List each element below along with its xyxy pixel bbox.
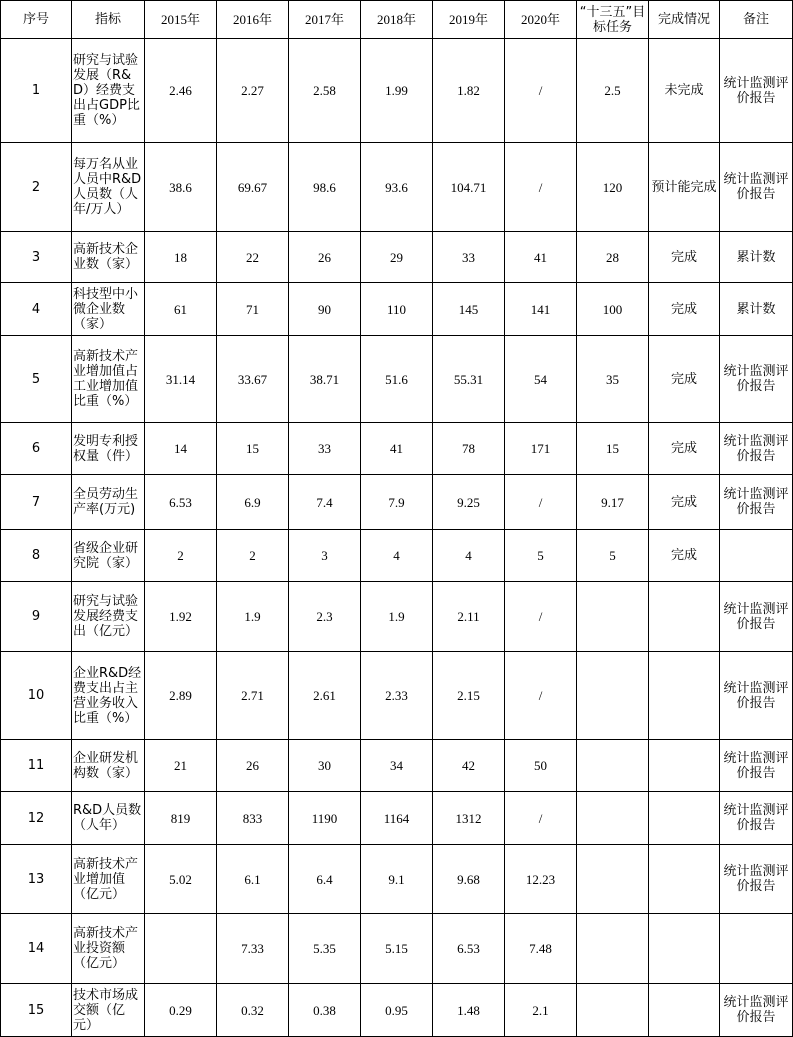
cell-2018: 93.6 xyxy=(361,143,433,232)
cell-2017: 1190 xyxy=(289,792,361,845)
cell-2016: 2 xyxy=(217,530,289,582)
cell-indicator: 技术市场成交额（亿元） xyxy=(72,984,145,1037)
cell-2019: 104.71 xyxy=(433,143,505,232)
cell-2017: 7.4 xyxy=(289,475,361,530)
cell-target: 2.5 xyxy=(577,39,649,143)
header-2016: 2016年 xyxy=(217,1,289,39)
cell-note: 统计监测评价报告 xyxy=(720,652,793,740)
table-row xyxy=(1,475,793,530)
cell-2020: 5 xyxy=(505,530,577,582)
header-2020: 2020年 xyxy=(505,1,577,39)
cell-2020: 7.48 xyxy=(505,914,577,984)
cell-no: 12 xyxy=(1,792,72,845)
cell-2017: 3 xyxy=(289,530,361,582)
cell-2018: 41 xyxy=(361,423,433,475)
table-row xyxy=(1,792,793,845)
cell-status: 完成 xyxy=(649,530,720,582)
cell-2015: 2.46 xyxy=(145,39,217,143)
cell-no: 10 xyxy=(1,652,72,740)
cell-2017: 30 xyxy=(289,740,361,792)
cell-2017: 5.35 xyxy=(289,914,361,984)
cell-2018: 1.9 xyxy=(361,582,433,652)
table-row xyxy=(1,984,793,1037)
cell-status: 完成 xyxy=(649,283,720,336)
cell-no: 6 xyxy=(1,423,72,475)
cell-2018: 1164 xyxy=(361,792,433,845)
cell-target: 100 xyxy=(577,283,649,336)
cell-2015 xyxy=(145,914,217,984)
header-target: “十三五”目标任务 xyxy=(577,1,649,39)
header-note: 备注 xyxy=(720,1,793,39)
cell-no: 1 xyxy=(1,39,72,143)
table-row xyxy=(1,845,793,914)
cell-2015: 2.89 xyxy=(145,652,217,740)
cell-target xyxy=(577,914,649,984)
cell-note: 统计监测评价报告 xyxy=(720,39,793,143)
cell-2019: 1.48 xyxy=(433,984,505,1037)
cell-status: 完成 xyxy=(649,336,720,423)
cell-indicator: 高新技术产业增加值占工业增加值比重（%） xyxy=(72,336,145,423)
cell-no: 2 xyxy=(1,143,72,232)
cell-2018: 4 xyxy=(361,530,433,582)
cell-note: 统计监测评价报告 xyxy=(720,984,793,1037)
cell-2019: 42 xyxy=(433,740,505,792)
cell-target xyxy=(577,652,649,740)
cell-indicator: R&D人员数（人年） xyxy=(72,792,145,845)
header-2019: 2019年 xyxy=(433,1,505,39)
cell-no: 9 xyxy=(1,582,72,652)
cell-no: 3 xyxy=(1,232,72,283)
cell-2019: 1.82 xyxy=(433,39,505,143)
cell-status: 完成 xyxy=(649,232,720,283)
cell-2018: 2.33 xyxy=(361,652,433,740)
cell-2017: 2.61 xyxy=(289,652,361,740)
table-row xyxy=(1,336,793,423)
table-row xyxy=(1,143,793,232)
cell-status xyxy=(649,984,720,1037)
header-indicator: 指标 xyxy=(72,1,145,39)
cell-2019: 2.15 xyxy=(433,652,505,740)
cell-target: 5 xyxy=(577,530,649,582)
cell-2017: 6.4 xyxy=(289,845,361,914)
table-body xyxy=(1,39,793,1037)
cell-2018: 51.6 xyxy=(361,336,433,423)
cell-target: 35 xyxy=(577,336,649,423)
cell-target xyxy=(577,582,649,652)
table-row xyxy=(1,283,793,336)
cell-2018: 0.95 xyxy=(361,984,433,1037)
table-header-row xyxy=(1,1,793,39)
cell-no: 14 xyxy=(1,914,72,984)
cell-2018: 9.1 xyxy=(361,845,433,914)
cell-2016: 1.9 xyxy=(217,582,289,652)
cell-2018: 7.9 xyxy=(361,475,433,530)
cell-status: 完成 xyxy=(649,423,720,475)
cell-indicator: 高新技术企业数（家） xyxy=(72,232,145,283)
header-status: 完成情况 xyxy=(649,1,720,39)
cell-indicator: 高新技术产业投资额（亿元） xyxy=(72,914,145,984)
cell-status: 完成 xyxy=(649,475,720,530)
cell-2019: 1312 xyxy=(433,792,505,845)
cell-2017: 26 xyxy=(289,232,361,283)
cell-2015: 38.6 xyxy=(145,143,217,232)
cell-2017: 2.58 xyxy=(289,39,361,143)
cell-2015: 31.14 xyxy=(145,336,217,423)
cell-2018: 29 xyxy=(361,232,433,283)
cell-2017: 0.38 xyxy=(289,984,361,1037)
cell-2019: 2.11 xyxy=(433,582,505,652)
cell-2015: 2 xyxy=(145,530,217,582)
cell-2020: / xyxy=(505,475,577,530)
cell-no: 11 xyxy=(1,740,72,792)
cell-2016: 15 xyxy=(217,423,289,475)
cell-2017: 33 xyxy=(289,423,361,475)
cell-note xyxy=(720,530,793,582)
cell-2016: 2.27 xyxy=(217,39,289,143)
cell-2020: / xyxy=(505,792,577,845)
cell-2019: 4 xyxy=(433,530,505,582)
table-row xyxy=(1,530,793,582)
cell-no: 13 xyxy=(1,845,72,914)
cell-2016: 7.33 xyxy=(217,914,289,984)
cell-status xyxy=(649,845,720,914)
cell-indicator: 每万名从业人员中R&D人员数（人年/万人） xyxy=(72,143,145,232)
cell-2015: 819 xyxy=(145,792,217,845)
cell-2016: 33.67 xyxy=(217,336,289,423)
cell-note: 累计数 xyxy=(720,283,793,336)
cell-2019: 6.53 xyxy=(433,914,505,984)
header-2017: 2017年 xyxy=(289,1,361,39)
cell-target xyxy=(577,845,649,914)
cell-2016: 26 xyxy=(217,740,289,792)
cell-2015: 1.92 xyxy=(145,582,217,652)
cell-no: 8 xyxy=(1,530,72,582)
cell-status xyxy=(649,582,720,652)
cell-2020: / xyxy=(505,39,577,143)
cell-2018: 5.15 xyxy=(361,914,433,984)
table-row xyxy=(1,423,793,475)
cell-target: 9.17 xyxy=(577,475,649,530)
cell-target: 15 xyxy=(577,423,649,475)
cell-note: 统计监测评价报告 xyxy=(720,143,793,232)
cell-2017: 2.3 xyxy=(289,582,361,652)
cell-2018: 110 xyxy=(361,283,433,336)
cell-note: 统计监测评价报告 xyxy=(720,845,793,914)
cell-indicator: 研究与试验发展（R&D）经费支出占GDP比重（%） xyxy=(72,39,145,143)
cell-status xyxy=(649,792,720,845)
cell-no: 7 xyxy=(1,475,72,530)
cell-2017: 98.6 xyxy=(289,143,361,232)
cell-2016: 6.9 xyxy=(217,475,289,530)
table-row xyxy=(1,740,793,792)
cell-2020: 141 xyxy=(505,283,577,336)
cell-2019: 78 xyxy=(433,423,505,475)
cell-2015: 61 xyxy=(145,283,217,336)
cell-target: 28 xyxy=(577,232,649,283)
cell-status: 预计能完成 xyxy=(649,143,720,232)
cell-note: 统计监测评价报告 xyxy=(720,740,793,792)
cell-note xyxy=(720,914,793,984)
cell-2016: 6.1 xyxy=(217,845,289,914)
cell-2020: / xyxy=(505,582,577,652)
table-row xyxy=(1,39,793,143)
cell-note: 统计监测评价报告 xyxy=(720,582,793,652)
cell-2015: 21 xyxy=(145,740,217,792)
cell-note: 统计监测评价报告 xyxy=(720,423,793,475)
cell-indicator: 科技型中小微企业数（家） xyxy=(72,283,145,336)
cell-2018: 1.99 xyxy=(361,39,433,143)
cell-status: 未完成 xyxy=(649,39,720,143)
cell-status xyxy=(649,740,720,792)
cell-2020: / xyxy=(505,143,577,232)
cell-2020: 41 xyxy=(505,232,577,283)
table-row xyxy=(1,652,793,740)
cell-2015: 5.02 xyxy=(145,845,217,914)
cell-indicator: 全员劳动生产率(万元) xyxy=(72,475,145,530)
cell-status xyxy=(649,914,720,984)
cell-2017: 38.71 xyxy=(289,336,361,423)
table-row xyxy=(1,582,793,652)
cell-2016: 22 xyxy=(217,232,289,283)
cell-2020: 12.23 xyxy=(505,845,577,914)
cell-2015: 14 xyxy=(145,423,217,475)
cell-2019: 33 xyxy=(433,232,505,283)
cell-2020: 2.1 xyxy=(505,984,577,1037)
header-2018: 2018年 xyxy=(361,1,433,39)
cell-2020: / xyxy=(505,652,577,740)
cell-2019: 145 xyxy=(433,283,505,336)
cell-2020: 50 xyxy=(505,740,577,792)
cell-indicator: 省级企业研究院（家） xyxy=(72,530,145,582)
cell-indicator: 高新技术产业增加值（亿元） xyxy=(72,845,145,914)
cell-2015: 0.29 xyxy=(145,984,217,1037)
cell-note: 统计监测评价报告 xyxy=(720,792,793,845)
cell-2016: 69.67 xyxy=(217,143,289,232)
cell-target xyxy=(577,984,649,1037)
cell-no: 5 xyxy=(1,336,72,423)
cell-target xyxy=(577,792,649,845)
header-2015: 2015年 xyxy=(145,1,217,39)
cell-2020: 54 xyxy=(505,336,577,423)
cell-no: 4 xyxy=(1,283,72,336)
cell-2019: 9.25 xyxy=(433,475,505,530)
table-row xyxy=(1,914,793,984)
cell-indicator: 研究与试验发展经费支出（亿元） xyxy=(72,582,145,652)
cell-note: 统计监测评价报告 xyxy=(720,336,793,423)
cell-2016: 833 xyxy=(217,792,289,845)
cell-target: 120 xyxy=(577,143,649,232)
cell-indicator: 发明专利授权量（件） xyxy=(72,423,145,475)
cell-2019: 55.31 xyxy=(433,336,505,423)
header-no: 序号 xyxy=(1,1,72,39)
cell-2016: 71 xyxy=(217,283,289,336)
cell-indicator: 企业R&D经费支出占主营业务收入比重（%） xyxy=(72,652,145,740)
cell-2019: 9.68 xyxy=(433,845,505,914)
cell-2016: 0.32 xyxy=(217,984,289,1037)
cell-target xyxy=(577,740,649,792)
cell-2015: 6.53 xyxy=(145,475,217,530)
cell-2020: 171 xyxy=(505,423,577,475)
table-row xyxy=(1,232,793,283)
cell-2017: 90 xyxy=(289,283,361,336)
cell-status xyxy=(649,652,720,740)
cell-2016: 2.71 xyxy=(217,652,289,740)
cell-2018: 34 xyxy=(361,740,433,792)
cell-no: 15 xyxy=(1,984,72,1037)
cell-indicator: 企业研发机构数（家） xyxy=(72,740,145,792)
cell-note: 统计监测评价报告 xyxy=(720,475,793,530)
cell-note: 累计数 xyxy=(720,232,793,283)
cell-2015: 18 xyxy=(145,232,217,283)
